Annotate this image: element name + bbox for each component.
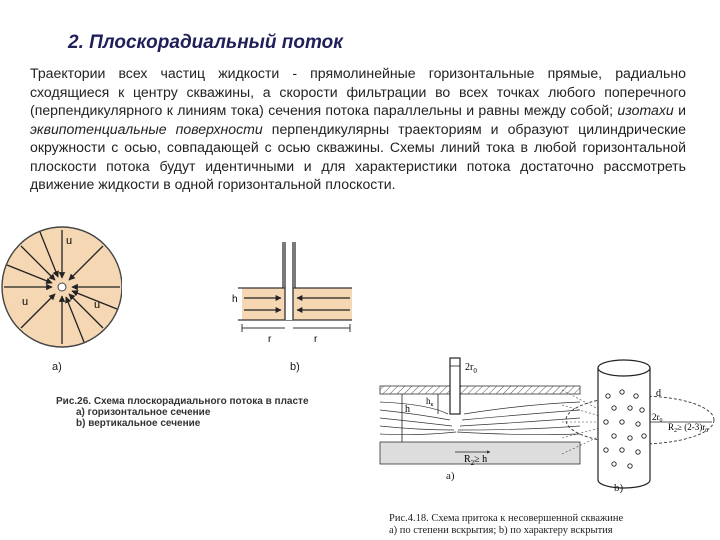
well-diameter-label: $2r_0$ [465, 362, 477, 375]
paragraph-text-1: Траектории всех частиц жидкости - прямолинейные горизонтальные прямые, радиально сходящиеся к центру скважины, а скорости фильтрации во всех точках любого поперечного (перпендикулярного к линиям тока) сечения потока параллельны и равны между собой; [30, 65, 686, 118]
height-label: h [232, 294, 238, 305]
fig418-caption-line1: Рис.4.18. Схема притока к несовершенной скважине [389, 513, 624, 524]
casing-diameter-label: $2r_0$ [652, 412, 663, 424]
flow-lines [380, 402, 580, 435]
paragraph-text-2: перпендикулярны траекториям и образуют цилиндрические окружности с осью, совпадающей с осью скважины. Схемы линий тока в любой горизонтальной плоскости потока будут идентичными и для характеристики потока достаточно рассмотреть движение жидкости в одной горизонтальной плоскости. [30, 120, 686, 192]
fig418-label-b: b) [614, 482, 624, 494]
radius-label-left: r [268, 334, 272, 345]
radius-condition-label: $R_2\ge h$ [464, 454, 488, 467]
fig26-caption [56, 396, 309, 429]
vertical-section-diagram [228, 240, 358, 350]
fig26-label-b: b) [290, 361, 300, 373]
fig418-caption [389, 513, 623, 537]
paragraph-and: и [673, 102, 686, 118]
body-paragraph [30, 64, 686, 194]
fig418-label-a: а) [446, 470, 455, 482]
penetration-depth-label: $h_к$ [426, 396, 434, 408]
fig26-caption-b: b) вертикальное сечение [76, 418, 201, 429]
page-title: 2. Плоскорадиальный поток [68, 32, 343, 53]
inflow-lines [562, 390, 600, 454]
fig26-caption-a: а) горизонтальное сечение [76, 407, 211, 418]
fig26-caption-title: Рис.26. Схема плоскорадиального потока в пласте [56, 396, 309, 407]
horizontal-section-diagram [0, 222, 122, 354]
fig26-label-a: а) [52, 361, 62, 373]
perforation-diameter-label: d [656, 388, 661, 399]
radius-ratio-label: $R_2\ge (2-3)r_0$ [668, 422, 709, 434]
partial-penetration-diagram [378, 356, 588, 474]
fig418-caption-line2: а) по степени вскрытия; b) по характеру вскрытия [389, 525, 613, 536]
velocity-label-left: u [22, 296, 29, 308]
term-isotachs: изотахи [617, 102, 674, 118]
term-equipotential: эквипотенциальные поверхности [30, 120, 263, 137]
velocity-label-top: u [66, 235, 73, 247]
velocity-label-right: u [94, 299, 101, 311]
perforation-diagram [560, 350, 720, 500]
formation-height-label: h [405, 404, 410, 415]
radius-label-right: r [314, 334, 318, 345]
